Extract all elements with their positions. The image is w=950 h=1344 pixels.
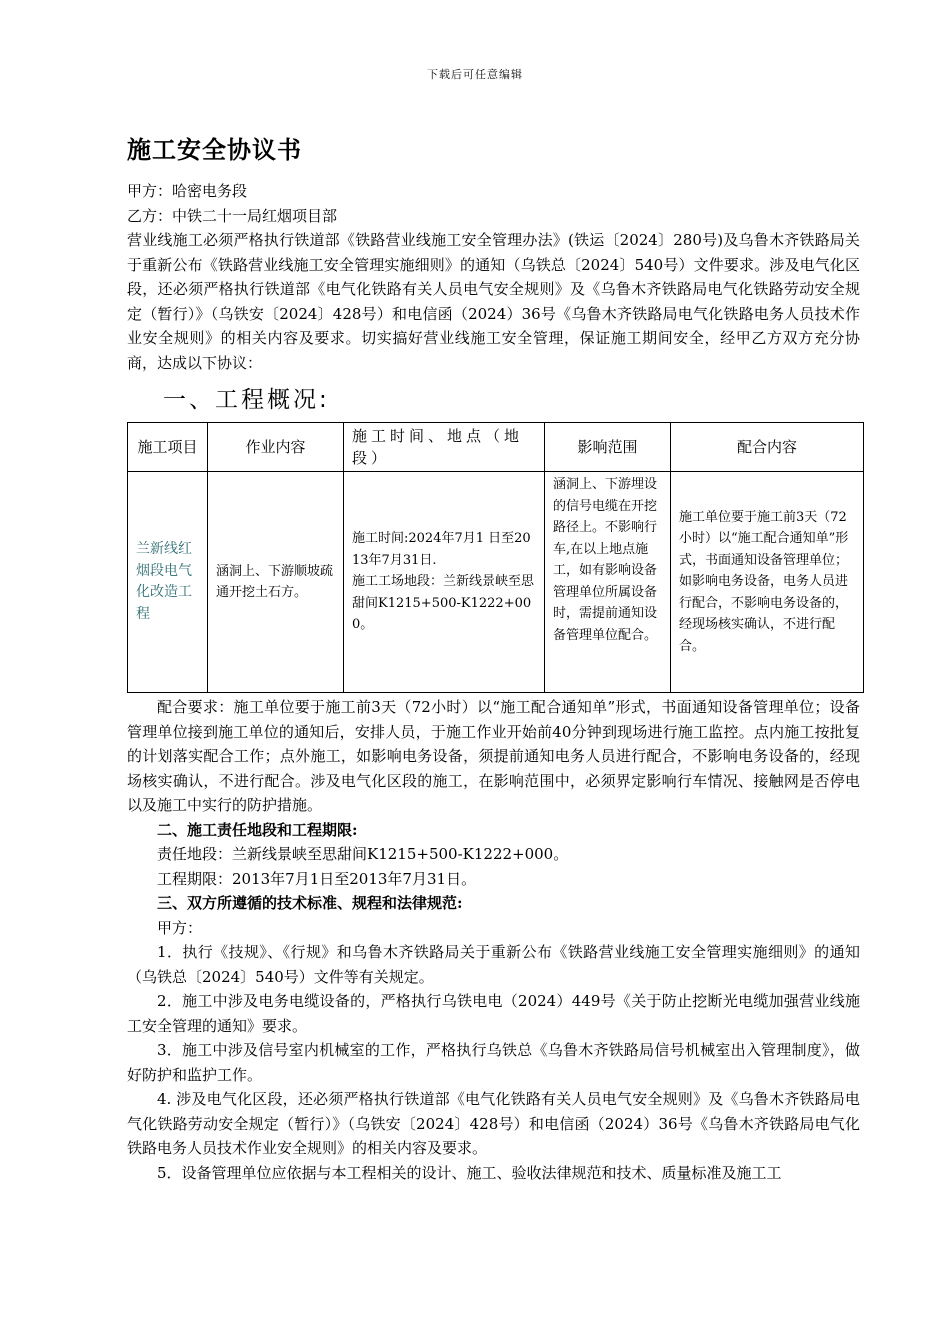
table-header-cell: 影响范围: [545, 423, 671, 472]
section-3-party-a: 甲方：: [157, 918, 203, 937]
list-item: 3．施工中涉及信号室内机械室的工作，严格执行乌铁总《乌鲁木齐铁路局信号机械室出入管理制度》，做好防护和监护工作。: [127, 1041, 860, 1084]
cell-project: 兰新线红烟段电气化改造工程: [128, 472, 208, 693]
cell-impact: 涵洞上、下游埋设的信号电缆在开挖路径上。不影响行车,在以上地点施工，如有影响设备管理单位所属设备时，需提前通知设备管理单位配合。: [545, 472, 671, 693]
document-body: [127, 130, 860, 1185]
coordination-paragraph: 配合要求：施工单位要于施工前3天（72小时）以“施工配合通知单”形式，书面通知设备管理单位；设备管理单位接到施工单位的通知后，安排人员，于施工作业开始前40分钟到现场进行施工监控。点内施工按批复的计划落实配合工作；点外施工，如影响电务设备，须提前通知电务人员进行配合，不影响电务设备的，经现场核实确认，不进行配合。涉及电气化区段的施工，在影响范围中，必须界定影响行车情况、接触网是否停电以及施工中实行的防护措施。: [127, 698, 860, 814]
party-a: 甲方：哈密电务段: [127, 182, 248, 200]
table-header-cell: 施工项目: [128, 423, 208, 472]
section-1-heading: 一、工程概况:: [163, 387, 330, 413]
section-2-period: 工程期限：2013年7月1日至2013年7月31日。: [157, 869, 477, 888]
table-header-cell: 施工时间、地点（地段）: [344, 423, 545, 472]
header-note: 下载后可任意编辑: [427, 68, 523, 81]
list-item: 1．执行《技规》、《行规》和乌鲁木齐铁路局关于重新公布《铁路营业线施工安全管理实施细则》的通知（乌铁总〔2024〕540号）文件等有关规定。: [127, 943, 860, 986]
cell-cooperation: 施工单位要于施工前3天（72小时）以“施工配合通知单”形式，书面通知设备管理单位；如影响电务设备，电务人员进行配合，不影响电务设备的，经现场核实确认，不进行配合。: [671, 472, 864, 693]
section-2-area: 责任地段：兰新线景峡至思甜间K1215+500-K1222+000。: [157, 845, 569, 863]
intro-paragraph: 营业线施工必须严格执行铁道部《铁路营业线施工安全管理办法》(铁运〔2024〕280号)及乌鲁木齐铁路局关于重新公布《铁路营业线施工安全管理实施细则》的通知（乌铁总〔2024〕540号）文件要求。涉及电气化区段，还必须严格执行铁道部《电气化铁路有关人员电气安全规则》及《乌鲁木齐铁路局电气化铁路劳动安全规定（暂行）》（乌铁安〔2024〕428号）和电信函（2024）36号《乌鲁木齐铁路局电气化铁路电务人员技术作业安全规则》的相关内容及要求。切实搞好营业线施工安全管理，保证施工期间安全，经甲乙方双方充分协商，达成以下协议：: [127, 231, 860, 372]
list-item: 5．设备管理单位应依据与本工程相关的设计、施工、验收法律规范和技术、质量标准及施工工: [157, 1163, 782, 1182]
project-overview-table: [127, 422, 864, 693]
document-title: 施工安全协议书: [127, 136, 302, 164]
party-b: 乙方：中铁二十一局红烟项目部: [127, 206, 338, 225]
section-2-heading: 二、施工责任地段和工程期限:: [157, 820, 358, 839]
list-item: 2．施工中涉及电务电缆设备的，严格执行乌铁电电（2024）449号《关于防止挖断光电缆加强营业线施工安全管理的通知》要求。: [127, 992, 860, 1035]
cell-work: 涵洞上、下游顺坡疏通开挖土石方。: [208, 472, 344, 693]
table-row: [128, 472, 864, 693]
cell-time-place: 施工时间:2024年7月1 日至2013年7月31日. 施工工场地段：兰新线景峡至思甜间K1215+500-K1222+000。: [344, 472, 545, 693]
list-item: 4. 涉及电气化区段，还必须严格执行铁道部《电气化铁路有关人员电气安全规则》及《乌鲁木齐铁路局电气化铁路劳动安全规定（暂行）》（乌铁安〔2024〕428号）和电信函（2024）36号《乌鲁木齐铁路局电气化铁路电务人员技术作业安全规则》的相关内容及要求。: [127, 1090, 860, 1157]
table-header-cell: 作业内容: [208, 423, 344, 472]
table-header-row: [128, 423, 864, 472]
table-header-cell: 配合内容: [671, 423, 864, 472]
section-3-heading: 三、双方所遵循的技术标准、规程和法律规范:: [157, 894, 463, 912]
